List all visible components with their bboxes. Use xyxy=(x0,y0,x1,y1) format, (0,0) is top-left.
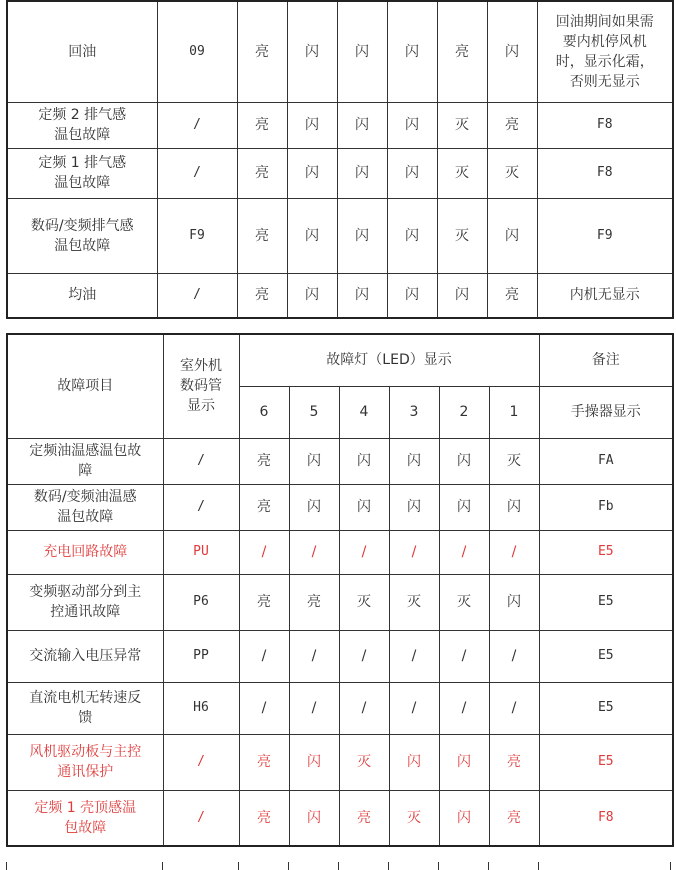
led-6-cell: 亮 xyxy=(239,790,289,846)
header-led-number: 4 xyxy=(339,386,389,438)
table-row xyxy=(7,438,673,484)
display-code-cell: / xyxy=(157,273,237,318)
led-1-cell: 闪 xyxy=(487,1,537,102)
led-3-cell: 闪 xyxy=(387,1,437,102)
remark-cell: Fb xyxy=(539,484,673,530)
display-code-cell: / xyxy=(157,102,237,148)
led-2-cell: 闪 xyxy=(439,484,489,530)
led-1-cell: 亮 xyxy=(487,273,537,318)
header-led-number: 5 xyxy=(289,386,339,438)
led-4-cell: 闪 xyxy=(337,273,387,318)
led-4-cell: / xyxy=(339,530,389,574)
remark-cell: F9 xyxy=(537,198,673,273)
led-4-cell: 灭 xyxy=(339,574,389,630)
remark-cell: F8 xyxy=(537,148,673,198)
fault-item-cell: 定频 1 壳顶感温包故障 xyxy=(7,790,163,846)
led-2-cell: 亮 xyxy=(437,1,487,102)
led-3-cell: 闪 xyxy=(387,198,437,273)
header-led-number: 6 xyxy=(239,386,289,438)
header-led-number: 2 xyxy=(439,386,489,438)
fault-item-cell: 变频驱动部分到主控通讯故障 xyxy=(7,574,163,630)
led-2-cell: 灭 xyxy=(437,102,487,148)
fault-item-cell: 定频 2 排气感温包故障 xyxy=(7,102,157,148)
fault-item-cell: 数码/变频油温感温包故障 xyxy=(7,484,163,530)
led-1-cell: 灭 xyxy=(489,438,539,484)
led-6-cell: / xyxy=(239,682,289,734)
remark-cell: F8 xyxy=(539,790,673,846)
fault-item-cell: 数码/变频排气感温包故障 xyxy=(7,198,157,273)
led-5-cell: 闪 xyxy=(287,148,337,198)
remark-cell: E5 xyxy=(539,574,673,630)
led-5-cell: 闪 xyxy=(287,102,337,148)
fault-item-cell: 定频 1 排气感温包故障 xyxy=(7,148,157,198)
led-4-cell: 灭 xyxy=(339,734,389,790)
led-5-cell: 闪 xyxy=(289,438,339,484)
led-6-cell: 亮 xyxy=(239,438,289,484)
led-3-cell: 闪 xyxy=(387,273,437,318)
led-4-cell: 闪 xyxy=(337,1,387,102)
led-4-cell: 闪 xyxy=(339,484,389,530)
led-2-cell: / xyxy=(439,530,489,574)
led-1-cell: 亮 xyxy=(487,102,537,148)
table-row xyxy=(7,484,673,530)
led-2-cell: 闪 xyxy=(439,438,489,484)
fault-item-cell: 交流输入电压异常 xyxy=(7,630,163,682)
led-6-cell: 亮 xyxy=(237,273,287,318)
table-row xyxy=(7,574,673,630)
led-6-cell: 亮 xyxy=(237,102,287,148)
fault-item-cell: 直流电机无转速反馈 xyxy=(7,682,163,734)
led-3-cell: 灭 xyxy=(389,574,439,630)
led-3-cell: 闪 xyxy=(389,438,439,484)
header-remark: 备注 xyxy=(539,334,673,386)
led-2-cell: 闪 xyxy=(439,790,489,846)
display-code-cell: / xyxy=(157,148,237,198)
led-3-cell: / xyxy=(389,630,439,682)
led-2-cell: 灭 xyxy=(439,574,489,630)
led-2-cell: 灭 xyxy=(437,198,487,273)
led-5-cell: 闪 xyxy=(287,198,337,273)
table-continuation-edge xyxy=(6,862,672,870)
led-6-cell: 亮 xyxy=(239,574,289,630)
display-code-cell: / xyxy=(163,484,239,530)
table-row xyxy=(7,790,673,846)
fault-table-bottom xyxy=(6,333,674,847)
table-row xyxy=(7,682,673,734)
led-2-cell: / xyxy=(439,682,489,734)
display-code-cell: / xyxy=(163,790,239,846)
led-3-cell: 闪 xyxy=(389,734,439,790)
led-5-cell: 闪 xyxy=(287,1,337,102)
led-2-cell: 灭 xyxy=(437,148,487,198)
led-5-cell: 亮 xyxy=(289,574,339,630)
fault-table-top xyxy=(6,0,674,319)
led-4-cell: 闪 xyxy=(337,148,387,198)
led-3-cell: 闪 xyxy=(387,148,437,198)
remark-cell: E5 xyxy=(539,530,673,574)
display-code-cell: P6 xyxy=(163,574,239,630)
led-1-cell: 亮 xyxy=(489,734,539,790)
remark-cell: F8 xyxy=(537,102,673,148)
led-6-cell: 亮 xyxy=(237,198,287,273)
led-1-cell: 闪 xyxy=(489,574,539,630)
led-6-cell: / xyxy=(239,630,289,682)
led-5-cell: 闪 xyxy=(289,484,339,530)
led-1-cell: 灭 xyxy=(487,148,537,198)
led-2-cell: / xyxy=(439,630,489,682)
header-remark-sub: 手操器显示 xyxy=(539,386,673,438)
led-6-cell: 亮 xyxy=(239,484,289,530)
display-code-cell: PU xyxy=(163,530,239,574)
fault-item-cell: 均油 xyxy=(7,273,157,318)
led-1-cell: 闪 xyxy=(489,484,539,530)
remark-cell: FA xyxy=(539,438,673,484)
table-row xyxy=(7,630,673,682)
display-code-cell: F9 xyxy=(157,198,237,273)
led-5-cell: 闪 xyxy=(287,273,337,318)
fault-item-cell: 充电回路故障 xyxy=(7,530,163,574)
fault-table-bottom-rows xyxy=(7,438,673,846)
display-code-cell: H6 xyxy=(163,682,239,734)
led-5-cell: / xyxy=(289,682,339,734)
led-4-cell: 闪 xyxy=(337,198,387,273)
led-5-cell: / xyxy=(289,630,339,682)
led-6-cell: / xyxy=(239,530,289,574)
led-5-cell: 闪 xyxy=(289,734,339,790)
led-5-cell: / xyxy=(289,530,339,574)
display-code-cell: / xyxy=(163,438,239,484)
led-1-cell: 闪 xyxy=(487,198,537,273)
led-1-cell: / xyxy=(489,682,539,734)
led-4-cell: 亮 xyxy=(339,790,389,846)
led-6-cell: 亮 xyxy=(239,734,289,790)
remark-cell: 内机无显示 xyxy=(537,273,673,318)
led-4-cell: / xyxy=(339,630,389,682)
header-led-number: 3 xyxy=(389,386,439,438)
display-code-cell: 09 xyxy=(157,1,237,102)
fault-table-bottom-body xyxy=(7,334,673,438)
fault-item-cell: 回油 xyxy=(7,1,157,102)
led-4-cell: 闪 xyxy=(339,438,389,484)
table-row xyxy=(7,530,673,574)
display-code-cell: PP xyxy=(163,630,239,682)
led-1-cell: 亮 xyxy=(489,790,539,846)
remark-cell: E5 xyxy=(539,734,673,790)
led-3-cell: / xyxy=(389,530,439,574)
led-2-cell: 闪 xyxy=(437,273,487,318)
led-4-cell: 闪 xyxy=(337,102,387,148)
led-3-cell: 闪 xyxy=(387,102,437,148)
led-3-cell: 灭 xyxy=(389,790,439,846)
header-display-code: 室外机数码管显示 xyxy=(163,334,239,438)
header-fault-item: 故障项目 xyxy=(7,334,163,438)
remark-cell: E5 xyxy=(539,630,673,682)
led-2-cell: 闪 xyxy=(439,734,489,790)
led-1-cell: / xyxy=(489,630,539,682)
remark-cell: 回油期间如果需要内机停风机时，显示化霜，否则无显示 xyxy=(537,1,673,102)
led-1-cell: / xyxy=(489,530,539,574)
table-row xyxy=(7,734,673,790)
fault-item-cell: 风机驱动板与主控通讯保护 xyxy=(7,734,163,790)
led-3-cell: / xyxy=(389,682,439,734)
fault-table-top-body xyxy=(7,1,673,318)
led-5-cell: 闪 xyxy=(289,790,339,846)
led-6-cell: 亮 xyxy=(237,148,287,198)
header-led-group: 故障灯（LED）显示 xyxy=(239,334,539,386)
display-code-cell: / xyxy=(163,734,239,790)
led-4-cell: / xyxy=(339,682,389,734)
fault-item-cell: 定频油温感温包故障 xyxy=(7,438,163,484)
led-6-cell: 亮 xyxy=(237,1,287,102)
remark-cell: E5 xyxy=(539,682,673,734)
led-3-cell: 闪 xyxy=(389,484,439,530)
header-led-number: 1 xyxy=(489,386,539,438)
